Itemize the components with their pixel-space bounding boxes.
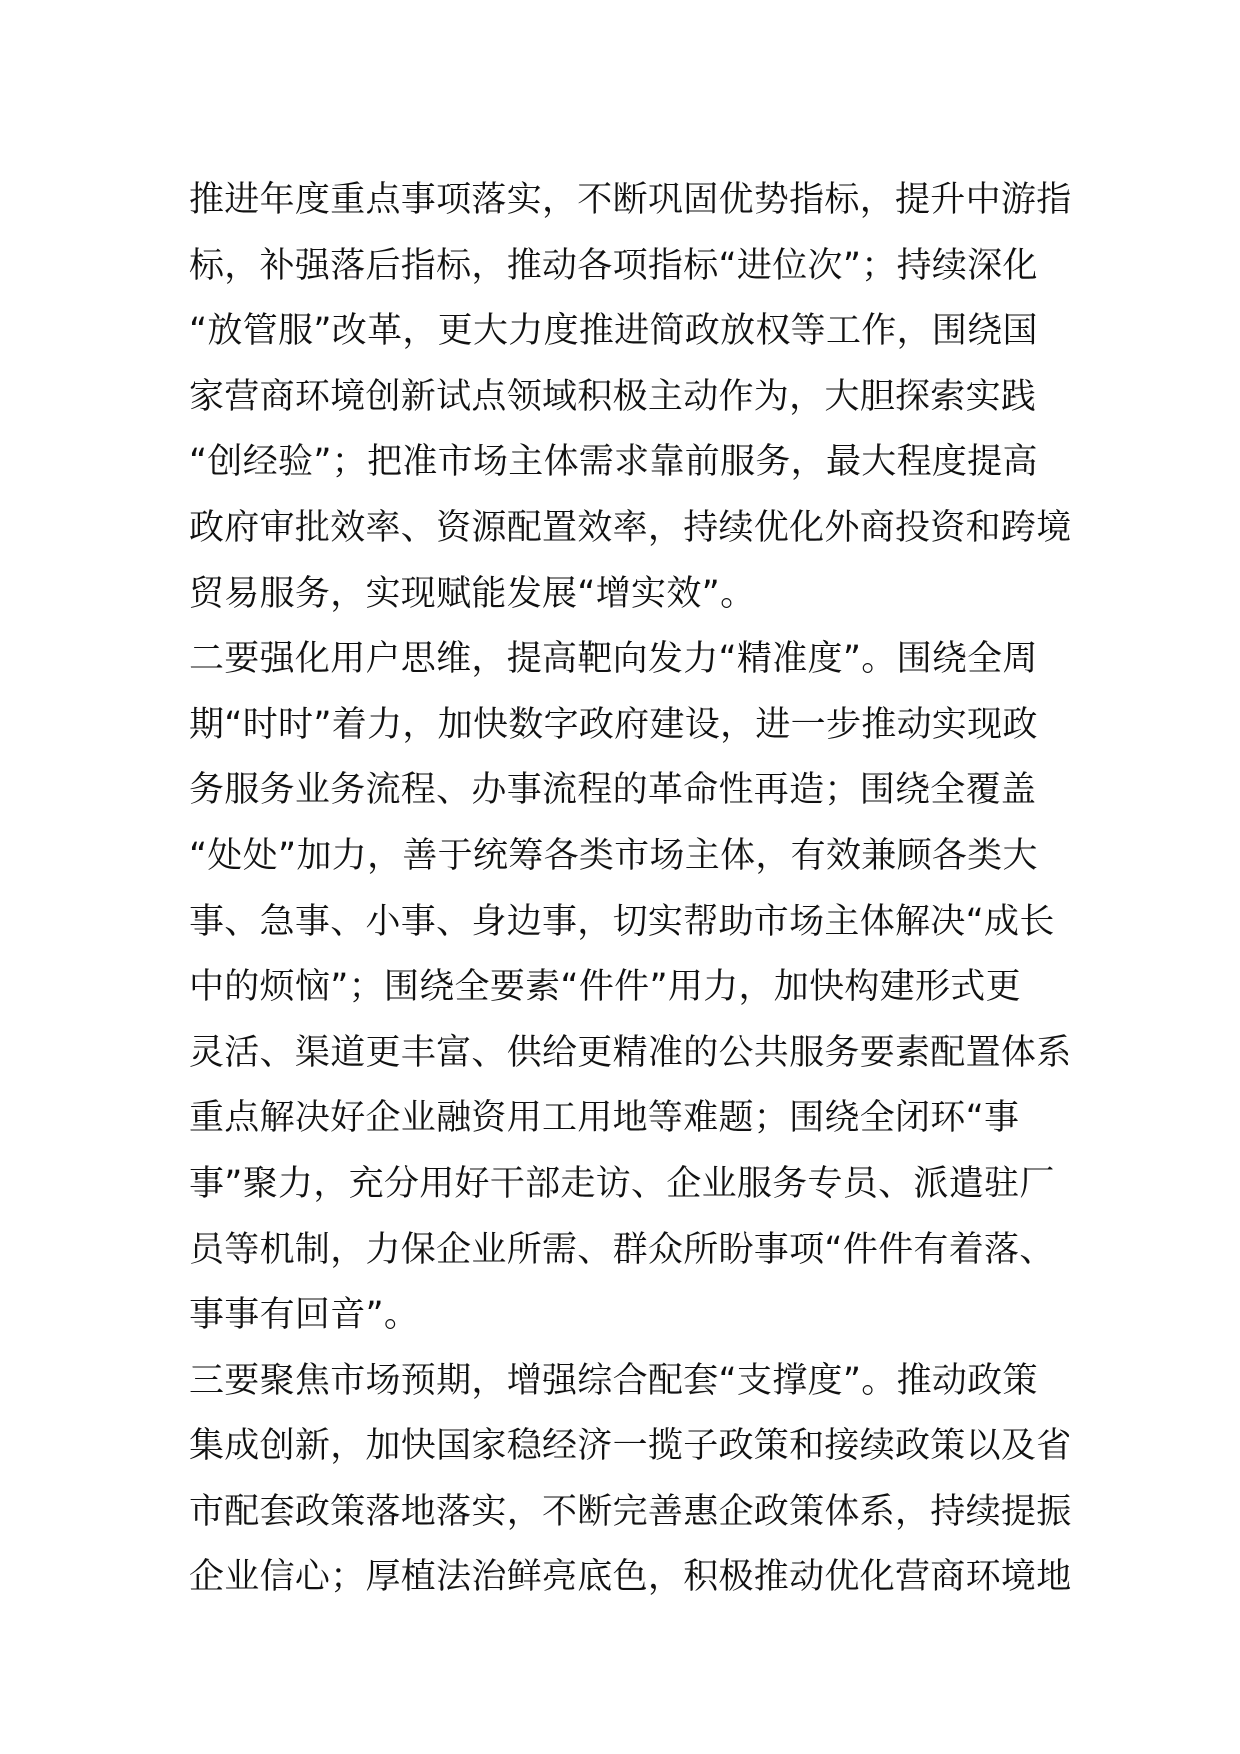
text-line: 期“时时”着力，加快数字政府建设，进一步推动实现政 [189, 704, 1038, 745]
text-line: “创经验”；把准市场主体需求靠前服务，最大程度提高 [189, 442, 1038, 483]
text-line: 务服务业务流程、办事流程的革命性再造；围绕全覆盖 [189, 770, 1037, 811]
text-line: 二要强化用户思维，提高靶向发力“精准度”。围绕全周 [189, 639, 1038, 680]
text-line: 市配套政策落地落实，不断完善惠企政策体系，持续提振 [189, 1491, 1072, 1532]
text-line: 集成创新，加快国家稳经济一揽子政策和接续政策以及省 [189, 1426, 1072, 1467]
text-line: 企业信心；厚植法治鲜亮底色，积极推动优化营商环境地 [189, 1557, 1072, 1598]
text-line: 事”聚力，充分用好干部走访、企业服务专员、派遣驻厂 [189, 1163, 1055, 1204]
text-line: 标，补强落后指标，推动各项指标“进位次”；持续深化 [189, 245, 1038, 286]
text-line: 政府审批效率、资源配置效率，持续优化外商投资和跨境 [189, 507, 1072, 548]
text-line: 中的烦恼”；围绕全要素“件件”用力，加快构建形式更 [189, 967, 1021, 1008]
body-text [189, 168, 1072, 1611]
text-line: 三要聚焦市场预期，增强综合配套“支撑度”。推动政策 [189, 1360, 1038, 1401]
text-line: 家营商环境创新试点领域积极主动作为，大胆探索实践 [189, 376, 1037, 417]
text-line: 灵活、渠道更丰富、供给更精准的公共服务要素配置体系 [189, 1032, 1072, 1073]
text-line: “放管服”改革，更大力度推进简政放权等工作，围绕国 [189, 311, 1038, 352]
text-line: 事、急事、小事、身边事，切实帮助市场主体解决“成长 [189, 901, 1055, 942]
text-line: 推进年度重点事项落实，不断巩固优势指标，提升中游指 [189, 180, 1072, 220]
text-line: 事事有回音”。 [189, 1295, 420, 1336]
text-line: 员等机制，力保企业所需、群众所盼事项“件件有着落、 [189, 1229, 1055, 1270]
text-line: “处处”加力，善于统筹各类市场主体，有效兼顾各类大 [189, 835, 1038, 876]
text-line: 贸易服务，实现赋能发展“增实效”。 [189, 573, 756, 614]
text-line: 重点解决好企业融资用工用地等难题；围绕全闭环“事 [189, 1098, 1020, 1139]
